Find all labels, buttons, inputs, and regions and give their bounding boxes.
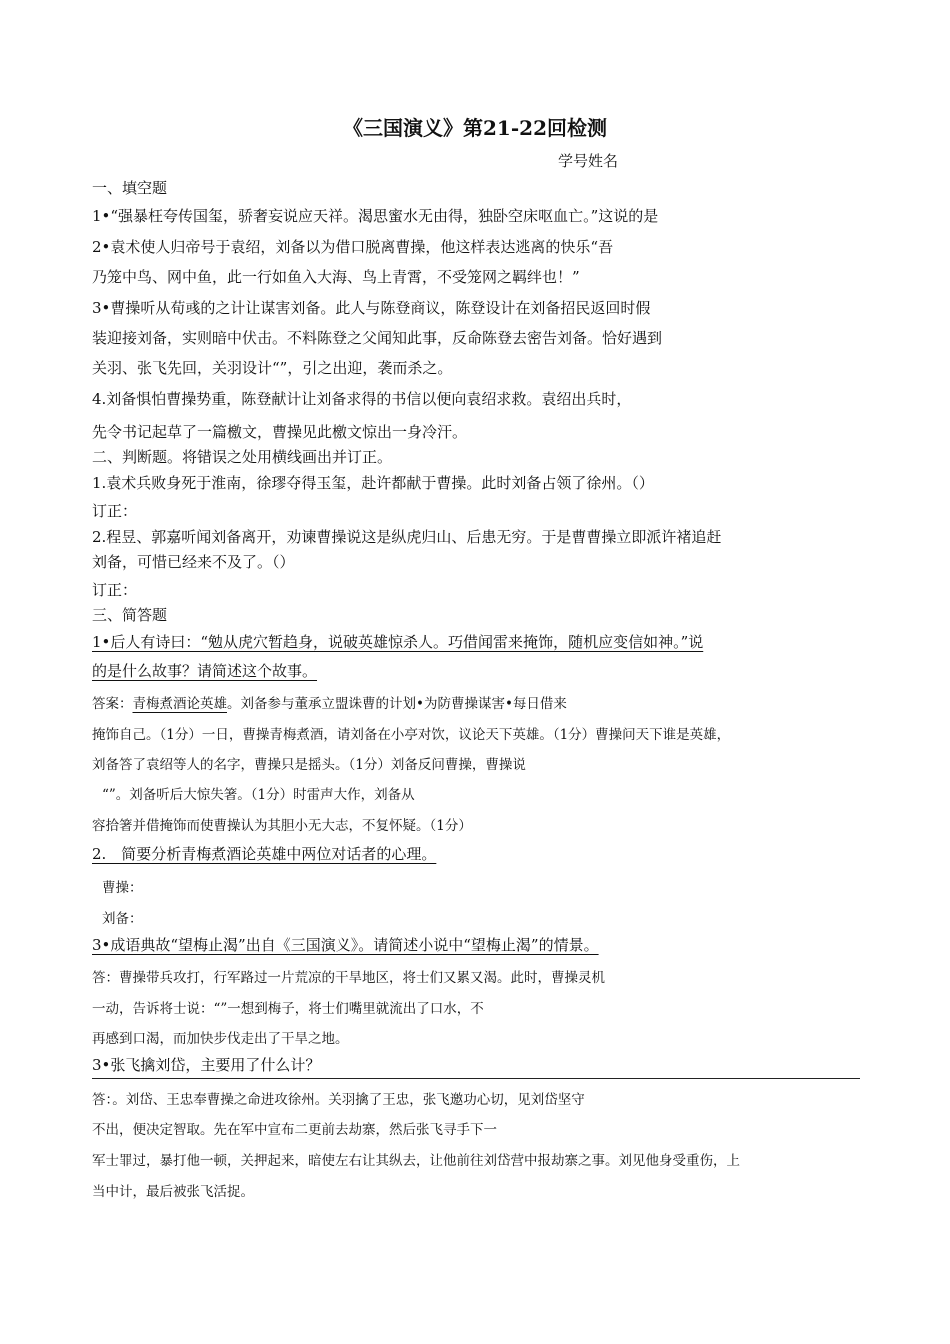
answer-3-1-line-2: 掩饰自己。（1分）一日，曹操青梅煮酒，请刘备在小亭对饮，议论天下英雄。（1分）曹操问天下谁是英雄， [92,727,731,743]
question-3-4: 3•张飞擒刘岱，主要用了什么计？ [92,1056,321,1074]
question-1-3-line-2: 装迎接刘备，实则暗中伏击。不料陈登之父闻知此事，反命陈登去密告刘备。恰好遇到 [92,329,663,347]
answer-3-3-line-1: 答：曹操带兵攻打，行军路过一片荒凉的干旱地区，将士们又累又渴。此时，曹操灵机 [92,970,605,986]
answer-3-3-line-3: 再感到口渴，而加快步伐走出了干旱之地。 [92,1031,349,1047]
page-title: 《三国演义》第21-22回检测 [343,116,607,140]
answer-label-caocao: 曹操： [102,880,143,896]
section-heading-fill-in: 一、填空题 [92,179,168,197]
answer-3-1-line-4: “”。刘备听后大惊失箸。（1分）时雷声大作，刘备从 [102,787,415,803]
section-heading-true-false: 二、判断题。将错误之处用横线画出并订正。 [92,448,393,466]
question-1-4-line-1: 4.刘备惧怕曹操势重，陈登献计让刘备求得的书信以便向袁绍求救。袁绍出兵时， [92,390,632,408]
question-2-2-line-2: 刘备，可惜已经来不及了。（） [92,553,295,571]
answer-label: 答案： [92,696,133,712]
answer-3-3-line-2: 一动，告诉将士说：“”一想到梅子，将士们嘴里就流出了口水，不 [92,1001,484,1017]
answer-3-1-line-5: 容拾箸并借掩饰而使曹操认为其胆小无大志，不复怀疑。（1分） [92,818,472,834]
correction-label-1: 订正： [92,502,138,520]
question-1-3-line-1: 3•曹操听从荀彧的之计让谋害刘备。此人与陈登商议，陈登设计在刘备招民返回时假 [92,299,651,317]
question-1-2-line-1: 2•袁术使人归帝号于袁绍，刘备以为借口脱离曹操，他这样表达逃离的快乐“吾 [92,238,614,256]
answer-label-liubei: 刘备： [102,911,143,927]
question-3-3: 3•成语典故“望梅止渴”出自《三国演义》。请简述小说中“望梅止渴”的情景。 [92,936,599,954]
question-1-3-line-3: 关羽、张飞先回，关羽设计“”，引之出迎，袭而杀之。 [92,359,453,377]
question-3-1-line-1: 1•后人有诗曰：“勉从虎穴暂趋身，说破英雄惊杀人。巧借闻雷来掩饰，随机应变信如神。”说 [92,633,704,651]
answer-3-4-line-4: 当中计，最后被张飞活捉。 [92,1184,254,1200]
divider-line [92,1078,860,1079]
answer-3-1-line-1 [92,692,567,712]
answer-3-4-line-2: 不出，便决定智取。先在军中宣布二更前去劫寨，然后张飞寻手下一 [92,1122,497,1138]
section-heading-short-answer: 三、简答题 [92,606,168,624]
question-3-2: 2. 简要分析青梅煮酒论英雄中两位对话者的心理。 [92,845,437,863]
question-3-1-line-2: 的是什么故事？请简述这个故事。 [92,662,318,680]
question-1-4-line-2: 先令书记起草了一篇檄文，曹操见此檄文惊出一身冷汗。 [92,423,468,441]
student-id-name-line: 学号姓名 [558,152,619,170]
question-1-1: 1•“强暴枉夸传国玺，骄奢妄说应天祥。渴思蜜水无由得，独卧空床呕血亡。”这说的是 [92,207,659,225]
answer-text: 。刘备参与董承立盟诛曹的计划•为防曹操谋害•每日借来 [227,696,567,712]
question-1-2-line-2: 乃笼中鸟、网中鱼，此一行如鱼入大海、鸟上青霄，不受笼网之羁绊也！” [92,268,580,286]
answer-3-1-line-3: 刘备答了袁绍等人的名字，曹操只是摇头。（1分）刘备反问曹操，曹操说 [92,757,526,773]
answer-3-4-line-1: 答：。刘岱、王忠奉曹操之命进攻徐州。关羽擒了王忠，张飞邀功心切，见刘岱坚守 [92,1092,585,1108]
question-2-2-line-1: 2.程昱、郭嘉听闻刘备离开，劝谏曹操说这是纵虎归山、后患无穷。于是曹曹操立即派许褚追赶 [92,528,722,546]
correction-label-2: 订正： [92,581,138,599]
answer-3-4-line-3: 军士罪过，暴打他一顿，关押起来，暗使左右让其纵去，让他前往刘岱营中报劫寨之事。刘见他身受重伤，上 [92,1153,740,1169]
question-2-1: 1.袁术兵败身死于淮南，徐璆夺得玉玺，赴许都献于曹操。此时刘备占领了徐州。（） [92,474,654,492]
answer-key-phrase: 青梅煮酒论英雄 [132,696,227,712]
